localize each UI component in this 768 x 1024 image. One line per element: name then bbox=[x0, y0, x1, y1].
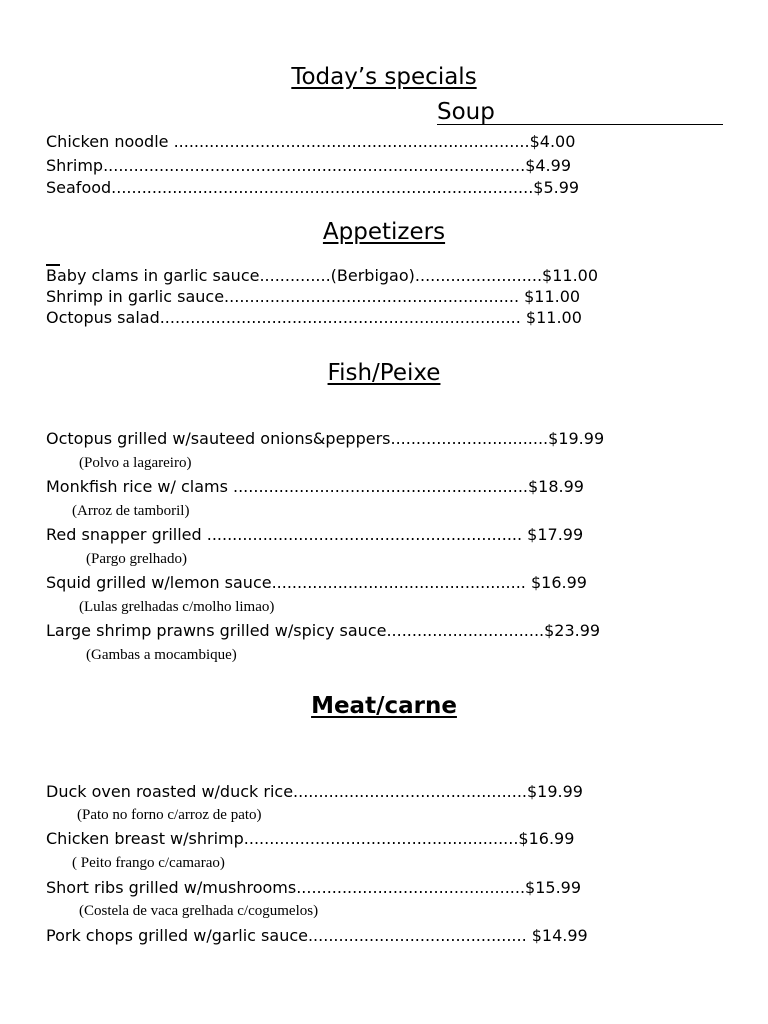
soup-heading: Soup bbox=[437, 99, 495, 125]
appetizer-item-baby-clams: Baby clams in garlic sauce..............(Berbigao).........................$11.00 bbox=[46, 266, 599, 285]
fish-item-large-shrimp-translation: (Gambas a mocambique) bbox=[86, 647, 237, 663]
meat-item-short-ribs-translation: (Costela de vaca grelhada c/cogumelos) bbox=[79, 903, 319, 919]
appetizer-item-octopus-salad: Octopus salad....................................................................... $11.00 bbox=[46, 308, 582, 327]
soup-item-chicken-noodle: Chicken noodle ......................................................................$4.00 bbox=[46, 132, 576, 151]
fish-item-monkfish: Monkfish rice w/ clams ..........................................................$18.99 bbox=[46, 477, 584, 496]
soup-heading-underline bbox=[437, 124, 723, 125]
meat-item-chicken-breast-translation: ( Peito frango c/camarao) bbox=[72, 855, 225, 871]
meat-item-chicken-breast: Chicken breast w/shrimp......................................................$16.99 bbox=[46, 829, 575, 848]
soup-item-seafood: Seafood...................................................................................$5.99 bbox=[46, 178, 580, 197]
appetizer-item-shrimp-garlic: Shrimp in garlic sauce.......................................................... $11.00 bbox=[46, 287, 581, 306]
fish-item-monkfish-translation: (Arroz de tamboril) bbox=[72, 503, 190, 519]
fish-item-octopus-translation: (Polvo a lagareiro) bbox=[79, 455, 192, 471]
fish-item-octopus: Octopus grilled w/sauteed onions&peppers...............................$19.99 bbox=[46, 429, 605, 448]
meat-item-pork-chops: Pork chops grilled w/garlic sauce........................................... $14.99 bbox=[46, 926, 588, 945]
meat-item-short-ribs: Short ribs grilled w/mushrooms.............................................$15.99 bbox=[46, 878, 582, 897]
fish-item-squid: Squid grilled w/lemon sauce.................................................. $16.99 bbox=[46, 573, 587, 592]
fish-item-large-shrimp: Large shrimp prawns grilled w/spicy sauce...............................$23.99 bbox=[46, 621, 601, 640]
meat-item-duck: Duck oven roasted w/duck rice..............................................$19.99 bbox=[46, 782, 583, 801]
fish-item-squid-translation: (Lulas grelhadas c/molho limao) bbox=[79, 599, 275, 615]
appetizers-heading: Appetizers bbox=[322, 219, 446, 245]
fish-heading: Fish/Peixe bbox=[327, 360, 441, 386]
meat-item-duck-translation: (Pato no forno c/arroz de pato) bbox=[77, 807, 262, 823]
page-title: Today’s specials bbox=[291, 64, 477, 90]
fish-item-red-snapper: Red snapper grilled .............................................................. $17.99 bbox=[46, 525, 584, 544]
soup-item-shrimp: Shrimp...................................................................................$4.99 bbox=[46, 156, 571, 175]
fish-item-red-snapper-translation: (Pargo grelhado) bbox=[86, 551, 187, 567]
meat-heading: Meat/carne bbox=[311, 693, 457, 719]
